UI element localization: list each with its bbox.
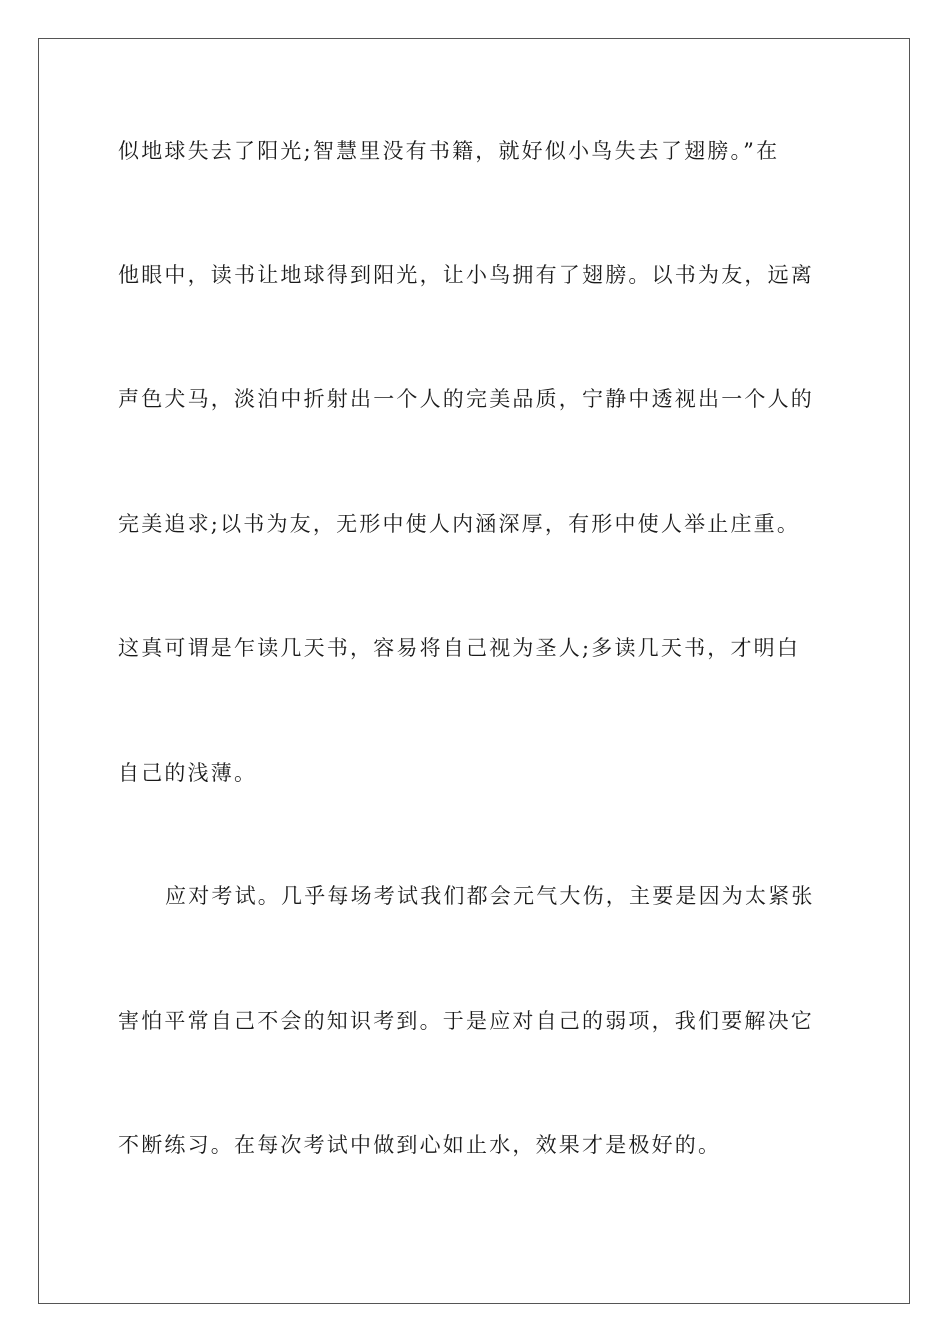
text-line-5: 这真可谓是乍读几天书，容易将自己视为圣人;多读几天书，才明白 (118, 636, 801, 660)
paragraph-start-line: 应对考试。几乎每场考试我们都会元气大伤，主要是因为太紧张 (165, 884, 815, 908)
text-line-9: 不断练习。在每次考试中做到心如止水，效果才是极好的。 (118, 1133, 722, 1157)
text-line-3: 声色犬马，淡泊中折射出一个人的完美品质，宁静中透视出一个人的 (118, 387, 814, 411)
text-line-4: 完美追求;以书为友，无形中使人内涵深厚，有形中使人举止庄重。 (118, 512, 801, 536)
text-line-6: 自己的浅薄。 (118, 761, 258, 785)
page-border (38, 38, 910, 1304)
text-line-1: 似地球失去了阳光;智慧里没有书籍，就好似小鸟失去了翅膀。”在 (118, 139, 780, 163)
text-line-8: 害怕平常自己不会的知识考到。于是应对自己的弱项，我们要解决它 (118, 1009, 814, 1033)
text-line-2: 他眼中，读书让地球得到阳光，让小鸟拥有了翅膀。以书为友，远离 (118, 263, 814, 287)
